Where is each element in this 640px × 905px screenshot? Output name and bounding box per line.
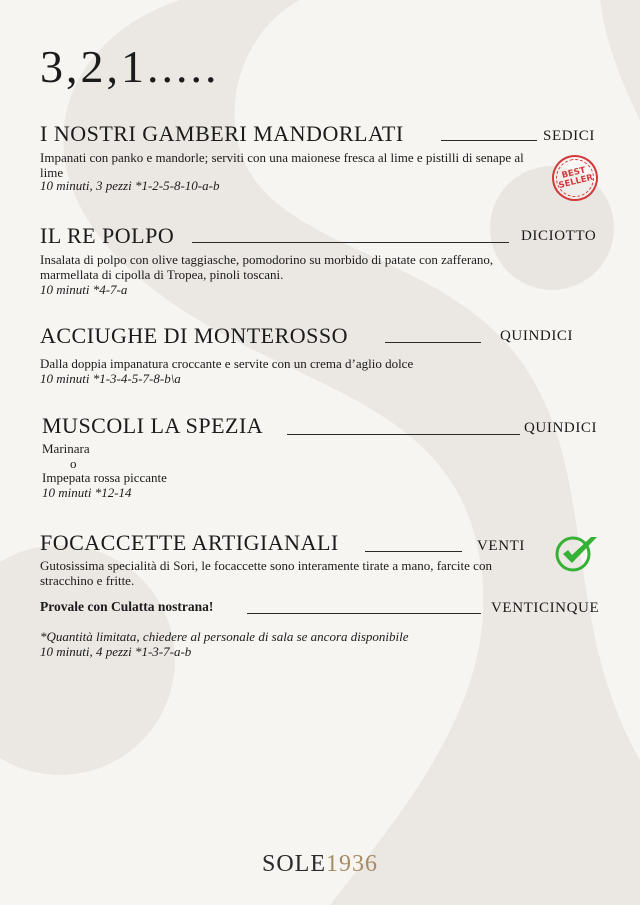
price-leader-line [441, 140, 537, 141]
dish-meta: 10 minuti *1-3-4-5-7-8-b\a [40, 371, 181, 386]
dish-description: Insalata di polpo con olive taggiasche, pomodorino su morbido di patate con zafferano, marmellata di cipolla di Tropea, pinoli toscani. [40, 252, 494, 282]
page-title: 3,2,1..... [40, 41, 220, 92]
price-leader-line [365, 551, 462, 552]
dish-meta: 10 minuti *12-14 [42, 485, 132, 500]
dish-meta: 10 minuti, 4 pezzi *1-3-7-a-b [40, 644, 192, 659]
dish-price: VENTI [477, 538, 525, 554]
price-leader-line [247, 613, 481, 614]
price-leader-line [385, 342, 481, 343]
addon-label: Provale con Culatta nostrana! [40, 599, 214, 614]
dish-description: Dalla doppia impanatura croccante e servite con un crema d’aglio dolce [40, 356, 414, 371]
badge-label: BEST SELLER [557, 165, 595, 191]
dish-price: QUINDICI [524, 420, 598, 436]
dish-name: MUSCOLI LA SPEZIA [42, 413, 264, 438]
dish-name: I NOSTRI GAMBERI MANDORLATI [40, 121, 404, 146]
best-seller-badge [547, 150, 603, 206]
logo-text: SOLE [262, 851, 326, 877]
dish-name: FOCACCETTE ARTIGIANALI [40, 530, 339, 555]
price-leader-line [192, 242, 509, 243]
dish-price: DICIOTTO [521, 228, 597, 244]
dish-name: IL RE POLPO [40, 223, 175, 248]
dish-meta: 10 minuti *4-7-a [40, 282, 128, 297]
dish-price: QUINDICI [500, 328, 574, 344]
dish-name: ACCIUGHE DI MONTEROSSO [40, 323, 349, 348]
best-seller-stamp-icon [552, 155, 598, 201]
availability-note: *Quantità limitata, chiedere al personale di sala se ancora disponibile [40, 629, 409, 644]
dish-option: Marinara [42, 441, 90, 456]
dish-option: Impepata rossa piccante [42, 470, 167, 485]
dish-option-separator: o [70, 456, 77, 471]
dish-description: Gutosissima specialità di Sori, le focaccette sono interamente tirate a mano, farcite con stracchino e fritte. [40, 558, 492, 588]
logo-year: 1936 [326, 851, 378, 877]
dish-price: SEDICI [543, 128, 595, 144]
dish-meta: 10 minuti, 3 pezzi *1-2-5-8-10-a-b [40, 178, 220, 193]
checkmark-icon [553, 533, 599, 573]
dish-description: Impanati con panko e mandorle; serviti con una maionese fresca al lime e pistilli di senape al lime [40, 150, 524, 180]
price-leader-line [287, 434, 520, 435]
addon-price: VENTICINQUE [491, 600, 600, 616]
restaurant-logo [0, 851, 640, 878]
